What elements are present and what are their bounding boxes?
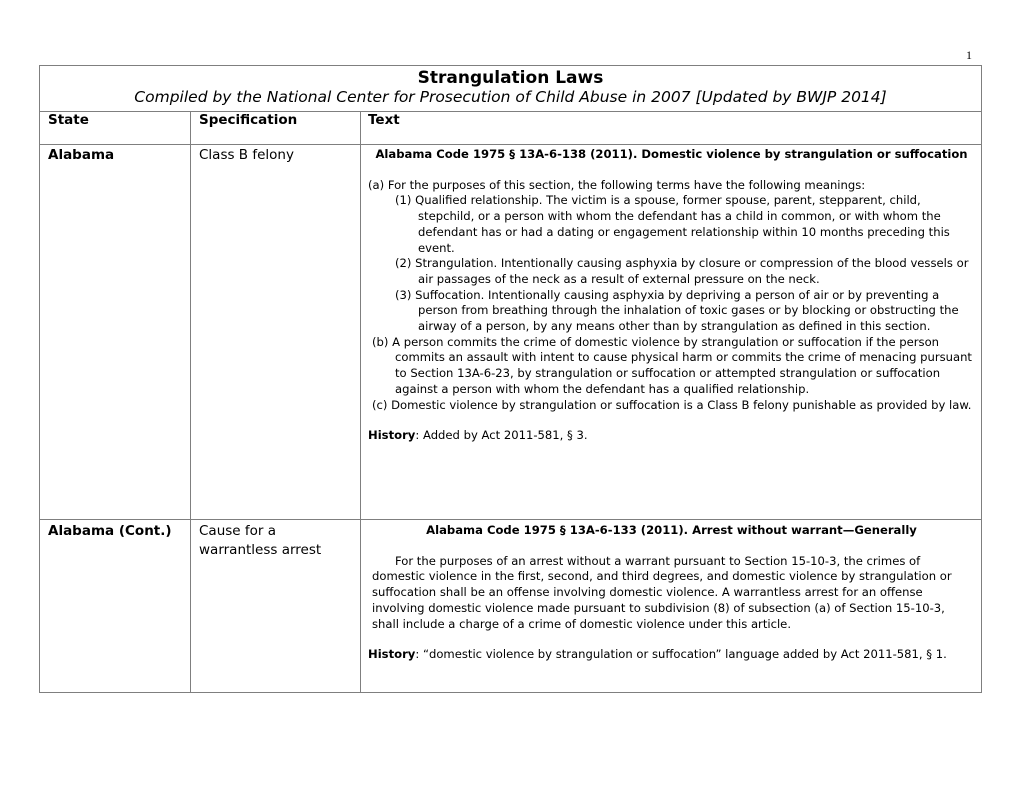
row-text bbox=[368, 523, 975, 663]
history-note bbox=[368, 428, 975, 444]
statute-body: For the purposes of an arrest without a warrant pursuant to Section 15-10-3, the crimes of domestic violence in the first, second, and third degrees, and domestic violence by strangulation or suffocation shall be an offense involving domestic violence. A warrantless arrest for an offense involving domestic violence made pursuant to subdivision (8) of subsection (a) of Section 15-10-3, shall include a charge of a crime of domestic violence under this article. bbox=[372, 553, 952, 631]
header-divider bbox=[40, 144, 981, 145]
table-title-area bbox=[40, 66, 981, 112]
header-state: State bbox=[48, 112, 89, 128]
subsection-item: (b) A person commits the crime of domestic violence by strangulation or suffocation if the person commits an assault with intent to cause physical harm or commits the crime of menacing pursuant to Section 13A-6-23, by strangulation or suffocation or attempted strangulation or suffocation against a person with whom the defendant has a qualified relationship. bbox=[372, 334, 972, 396]
header-specification: Specification bbox=[199, 112, 298, 128]
row-state: Alabama bbox=[48, 147, 115, 163]
page-title: Strangulation Laws bbox=[417, 68, 604, 88]
column-divider bbox=[190, 111, 191, 693]
row-text bbox=[368, 147, 975, 444]
row-state: Alabama (Cont.) bbox=[48, 523, 172, 539]
subsection-item: (c) Domestic violence by strangulation or suffocation is a Class B felony punishable as provided by law. bbox=[372, 397, 972, 412]
row-specification: Cause for a warrantless arrest bbox=[199, 523, 322, 558]
page-number: 1 bbox=[966, 48, 972, 62]
page-subtitle: Compiled by the National Center for Prosecution of Child Abuse in 2007 [Updated by BWJP 2014] bbox=[134, 88, 887, 106]
history-label: History bbox=[368, 428, 416, 443]
definition-item: (2) Strangulation. Intentionally causing asphyxia by closure or compression of the blood vessels or air passages of the neck as a result of external pressure on the neck. bbox=[395, 256, 969, 286]
statute-citation: Alabama Code 1975 § 13A-6-138 (2011). Domestic violence by strangulation or suffocation bbox=[375, 147, 968, 161]
statute-citation: Alabama Code 1975 § 13A-6-133 (2011). Arrest without warrant—Generally bbox=[426, 523, 917, 537]
row-specification: Class B felony bbox=[199, 147, 294, 163]
section-intro: (a) For the purposes of this section, the following terms have the following meanings: bbox=[368, 177, 866, 192]
history-text: : Added by Act 2011-581, § 3. bbox=[415, 428, 588, 443]
strangulation-laws-table bbox=[39, 65, 982, 693]
definition-item: (3) Suffocation. Intentionally causing asphyxia by depriving a person of air or by preventing a person from breathing through the inhalation of toxic gases or by blocking or obstructing the airway of a person, by any means other than by strangulation as defined in this section. bbox=[395, 287, 959, 334]
history-note bbox=[368, 647, 975, 663]
column-divider bbox=[360, 111, 361, 693]
history-text: : “domestic violence by strangulation or suffocation” language added by Act 2011-581, § 1. bbox=[415, 647, 947, 662]
header-text: Text bbox=[368, 112, 400, 128]
row-divider bbox=[40, 519, 981, 520]
history-label: History bbox=[368, 647, 416, 662]
definition-item: (1) Qualified relationship. The victim is a spouse, former spouse, parent, stepparent, child, stepchild, or a person with whom the defendant has a child in common, or with whom the defendant has or had a dating or engagement relationship within 10 months preceding this event. bbox=[395, 193, 950, 255]
